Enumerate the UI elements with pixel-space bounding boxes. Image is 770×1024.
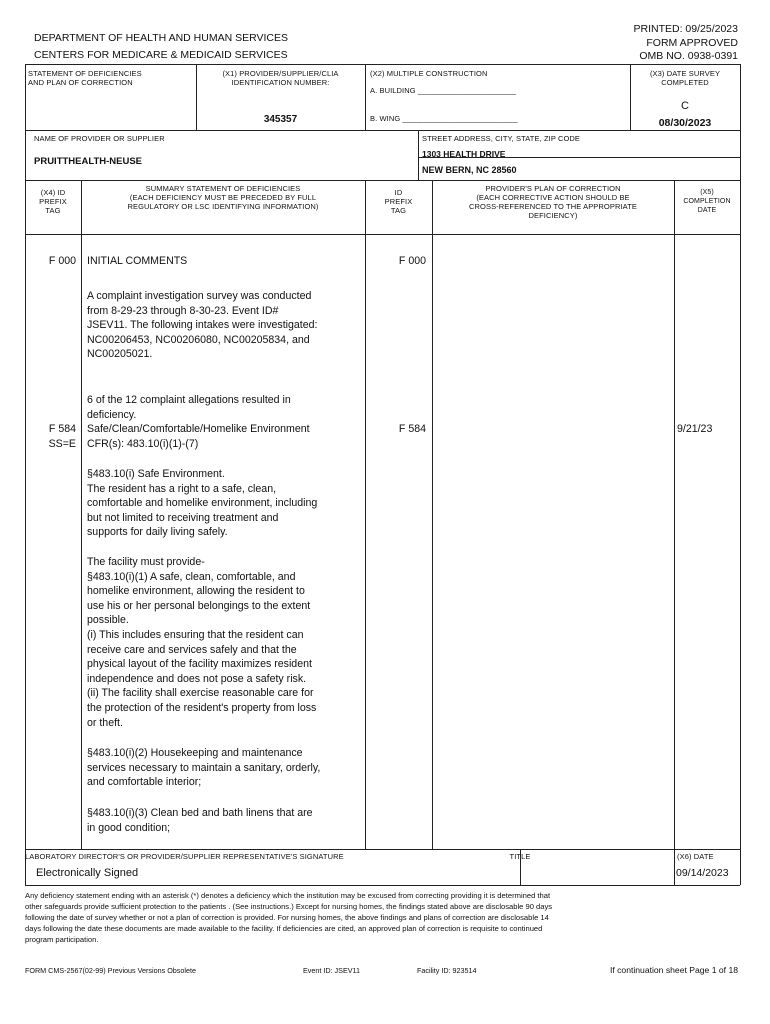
printed-date: PRINTED: 09/25/2023 [633, 23, 738, 35]
title-label: TITLE [509, 852, 531, 861]
rule [25, 180, 740, 181]
summary-header: SUMMARY STATEMENT OF DEFICIENCIES (EACH DEFICIENCY MUST BE PRECEDED BY FULL REGULATORY OR LSC IDENTIFYING INFORMATION) [127, 184, 319, 211]
rule [25, 234, 740, 235]
address-label: STREET ADDRESS, CITY, STATE, ZIP CODE [422, 134, 581, 143]
rule [365, 180, 366, 849]
f584-title: Safe/Clean/Comfortable/Homelike Environment CFR(s): 483.10(i)(1)-(7) [87, 423, 310, 450]
page-indicator: If continuation sheet Page 1 of 18 [609, 965, 738, 975]
rule [674, 180, 675, 849]
f584-id: F 584 [398, 423, 426, 435]
signature-date-label: (X6) DATE [677, 852, 714, 861]
id-header: ID PREFIX TAG [384, 188, 413, 215]
rule [674, 849, 675, 885]
provider-id-value: 345357 [263, 114, 298, 125]
x5-header: (X5) COMPLETION DATE [683, 189, 731, 214]
paragraph-allegations: 6 of the 12 complaint allegations resulted in deficiency. [87, 394, 291, 421]
street-address: 1303 HEALTH DRIVE [422, 149, 506, 159]
paragraph-housekeeping: §483.10(i)(2) Housekeeping and maintenance services necessary to maintain a sanitary, orderly, and comfortable interior; [87, 747, 321, 789]
provider-name-label: NAME OF PROVIDER OR SUPPLIER [34, 134, 165, 143]
rule [25, 64, 740, 65]
rule [25, 849, 740, 850]
paragraph-complaint: A complaint investigation survey was conducted from 8-29-23 through 8-30-23. Event ID# JSEV11. The following intakes were investigated: NC00206453, NC00206080, NC00205834, and NC00205021. [87, 290, 318, 361]
wing-label: B. WING ___________________________ [370, 114, 518, 123]
paragraph-facility-must-provide: The facility must provide- §483.10(i)(1) A safe, clean, comfortable, and homelike environment, allowing the resident to use his or her personal belongings to the extent possible. (i) This includes ensuring that the resident can receive care and services safely and that the physical layout of the facility maximizes resident independence and does not pose a safety risk. (ii) The facility shall exercise reasonable care for the protection of the resident's property from loss or theft. [87, 556, 317, 729]
provider-id-label: (X1) PROVIDER/SUPPLIER/CLIA IDENTIFICATION NUMBER: [222, 69, 339, 87]
rule [740, 64, 741, 885]
signature-value: Electronically Signed [36, 867, 139, 879]
x4-header: (X4) ID PREFIX TAG [39, 188, 67, 215]
f000-tag: F 000 [48, 255, 76, 267]
statement-label: STATEMENT OF DEFICIENCIES AND PLAN OF CORRECTION [28, 69, 142, 87]
f584-tag: F 584 [48, 423, 76, 435]
department-name: DEPARTMENT OF HEALTH AND HUMAN SERVICES [34, 32, 288, 44]
rule [432, 180, 433, 849]
event-id: Event ID: JSEV11 [303, 966, 360, 975]
survey-letter: C [681, 100, 689, 112]
agency-name: CENTERS FOR MEDICARE & MEDICAID SERVICES [34, 49, 288, 61]
survey-date-value: 08/30/2023 [658, 117, 712, 129]
f000-title: INITIAL COMMENTS [87, 255, 188, 267]
provider-name-value: PRUITTHEALTH-NEUSE [34, 156, 143, 167]
multiple-construction-label: (X2) MULTIPLE CONSTRUCTION [370, 69, 488, 78]
signature-date-value: 09/14/2023 [676, 867, 729, 879]
building-label: A. BUILDING _______________________ [370, 86, 517, 95]
paragraph-safe-environment: §483.10(i) Safe Environment. The resident has a right to a safe, clean, comfortable and homelike environment, including but not limited to receiving treatment and supports for daily living safely. [87, 468, 318, 539]
form-approved: FORM APPROVED [646, 37, 738, 49]
city-state-zip: NEW BERN, NC 28560 [422, 165, 517, 175]
survey-date-label: (X3) DATE SURVEY COMPLETED [649, 69, 721, 87]
rule [365, 64, 366, 130]
facility-id: Facility ID: 923514 [417, 966, 477, 975]
f584-completion-date: 9/21/23 [677, 423, 713, 435]
disclaimer: Any deficiency statement ending with an asterisk (*) denotes a deficiency which the institution may be excused from correcting providing it is determined that other safeguards provide sufficient protection to the patients . (See instructions.) Except for nursing homes, the findings stated above are disclosable 90 days following the date of survey whether or not a plan of correction is provided. For nursing homes, the above findings and plans of correction are disclosable 14 days following the date these documents are made available to the facility. If deficiencies are cited, an approved plan of correction is requisite to continued program participation. [25, 891, 553, 944]
f584-severity: SS=E [48, 438, 76, 450]
form-number: FORM CMS-2567(02-99) Previous Versions Obsolete [25, 966, 196, 975]
rule [81, 180, 82, 849]
signature-label: LABORATORY DIRECTOR'S OR PROVIDER/SUPPLIER REPRESENTATIVE'S SIGNATURE [25, 852, 344, 861]
rule [25, 885, 740, 886]
rule [25, 130, 740, 131]
omb-number: OMB NO. 0938-0391 [639, 50, 738, 62]
f000-id: F 000 [398, 255, 426, 267]
plan-header: PROVIDER'S PLAN OF CORRECTION (EACH CORRECTIVE ACTION SHOULD BE CROSS-REFERENCED TO THE APPROPRIATE DEFICIENCY) [469, 184, 637, 220]
paragraph-linens: §483.10(i)(3) Clean bed and bath linens that are in good condition; [87, 807, 313, 834]
rule [418, 130, 419, 180]
